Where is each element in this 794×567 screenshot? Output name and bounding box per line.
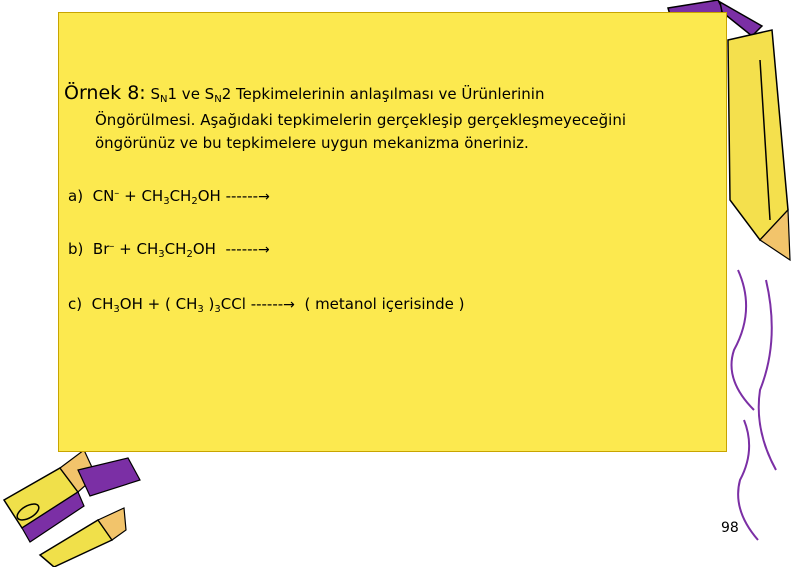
reaction-arrow: →: [258, 189, 270, 205]
slide-panel: [58, 12, 727, 452]
sn-label-1: $S_N$: [150, 85, 168, 105]
reaction-arrow: →: [283, 297, 295, 313]
example-title-lead: Örnek 8:: [64, 82, 146, 104]
solvent-note: ( metanol içerisinde ): [304, 295, 465, 313]
scribble-right: [732, 270, 777, 540]
reaction-a: a) $CN^- + CH_3CH_2OH$ ------→: [68, 187, 270, 207]
pencils-bottom-left: [4, 450, 140, 567]
pencil-right: [728, 30, 790, 260]
reaction-b: b) $Br^- + CH_3CH_2OH$ ------→: [68, 240, 270, 260]
reaction-c: c) $CH_3OH$ + ( $CH_3$ )$_3CCl$ ------→ ( metanol içerisinde ): [68, 295, 465, 315]
reaction-arrow: →: [257, 242, 270, 258]
example-title-line2: Öngörülmesi. Aşağıdaki tepkimelerin gerçekleşip gerçekleşmeyeceğini: [95, 111, 626, 129]
example-title-line1: Örnek 8: $S_N1$ ve $S_N2$ Tepkimelerinin anlaşılması ve Ürünlerinin: [64, 82, 545, 105]
page-number: 98: [721, 520, 739, 536]
example-title-line3: öngörünüz ve bu tepkimelere uygun mekanizma öneriniz.: [95, 134, 529, 152]
